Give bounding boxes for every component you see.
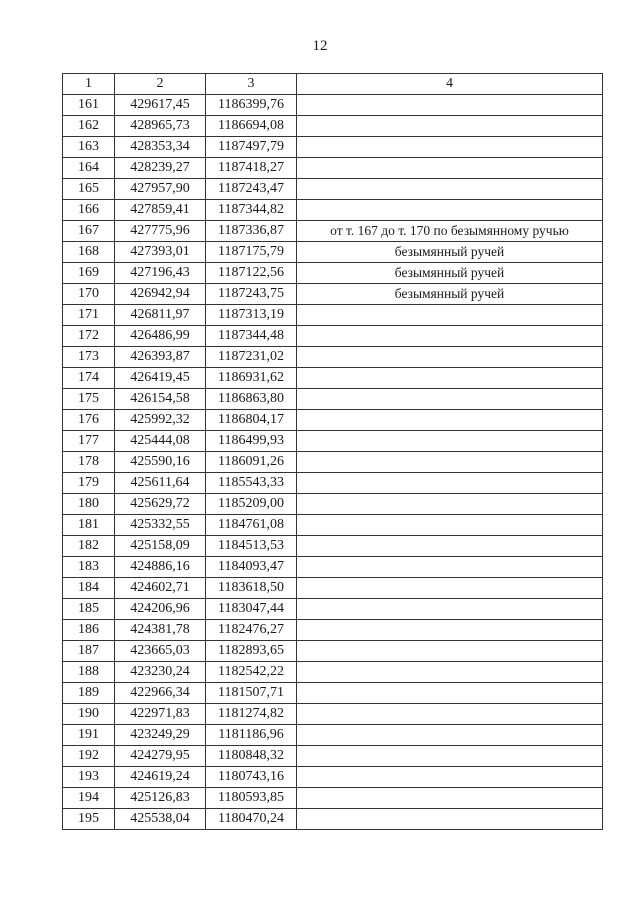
point-number-cell: 185 — [63, 599, 115, 620]
x-coordinate-cell: 424619,24 — [115, 767, 206, 788]
x-coordinate-cell: 425332,55 — [115, 515, 206, 536]
y-coordinate-cell: 1186399,76 — [206, 95, 297, 116]
y-coordinate-cell: 1186694,08 — [206, 116, 297, 137]
table-row — [63, 95, 603, 116]
y-coordinate-cell: 1183618,50 — [206, 578, 297, 599]
x-coordinate-cell: 425611,64 — [115, 473, 206, 494]
table-row — [63, 578, 603, 599]
note-cell — [297, 368, 603, 389]
point-number-cell: 164 — [63, 158, 115, 179]
table-row — [63, 326, 603, 347]
note-cell — [297, 137, 603, 158]
table-row — [63, 431, 603, 452]
table-row — [63, 242, 603, 263]
table-row — [63, 599, 603, 620]
point-number-cell: 191 — [63, 725, 115, 746]
y-coordinate-cell: 1181274,82 — [206, 704, 297, 725]
y-coordinate-cell: 1187175,79 — [206, 242, 297, 263]
note-cell — [297, 95, 603, 116]
x-coordinate-cell: 426486,99 — [115, 326, 206, 347]
x-coordinate-cell: 428353,34 — [115, 137, 206, 158]
y-coordinate-cell: 1186931,62 — [206, 368, 297, 389]
y-coordinate-cell: 1186499,93 — [206, 431, 297, 452]
y-coordinate-cell: 1184513,53 — [206, 536, 297, 557]
x-coordinate-cell: 423665,03 — [115, 641, 206, 662]
note-cell — [297, 725, 603, 746]
y-coordinate-cell: 1187418,27 — [206, 158, 297, 179]
x-coordinate-cell: 425590,16 — [115, 452, 206, 473]
x-coordinate-cell: 426942,94 — [115, 284, 206, 305]
y-coordinate-cell: 1187231,02 — [206, 347, 297, 368]
point-number-cell: 179 — [63, 473, 115, 494]
note-cell — [297, 305, 603, 326]
note-cell: безымянный ручей — [297, 284, 603, 305]
x-coordinate-cell: 426393,87 — [115, 347, 206, 368]
point-number-cell: 165 — [63, 179, 115, 200]
point-number-cell: 172 — [63, 326, 115, 347]
table-row — [63, 368, 603, 389]
table-row — [63, 284, 603, 305]
x-coordinate-cell: 424602,71 — [115, 578, 206, 599]
x-coordinate-cell: 422966,34 — [115, 683, 206, 704]
y-coordinate-cell: 1182476,27 — [206, 620, 297, 641]
y-coordinate-cell: 1187122,56 — [206, 263, 297, 284]
y-coordinate-cell: 1186863,80 — [206, 389, 297, 410]
point-number-cell: 188 — [63, 662, 115, 683]
point-number-cell: 190 — [63, 704, 115, 725]
x-coordinate-cell: 429617,45 — [115, 95, 206, 116]
point-number-cell: 166 — [63, 200, 115, 221]
note-cell — [297, 536, 603, 557]
y-coordinate-cell: 1184761,08 — [206, 515, 297, 536]
note-cell — [297, 557, 603, 578]
y-coordinate-cell: 1187243,47 — [206, 179, 297, 200]
point-number-cell: 169 — [63, 263, 115, 284]
x-coordinate-cell: 423230,24 — [115, 662, 206, 683]
point-number-cell: 162 — [63, 116, 115, 137]
y-coordinate-cell: 1180470,24 — [206, 809, 297, 830]
column-header-2: 2 — [115, 74, 206, 95]
point-number-cell: 187 — [63, 641, 115, 662]
note-cell — [297, 704, 603, 725]
column-header-3: 3 — [206, 74, 297, 95]
point-number-cell: 178 — [63, 452, 115, 473]
x-coordinate-cell: 425992,32 — [115, 410, 206, 431]
point-number-cell: 192 — [63, 746, 115, 767]
note-cell — [297, 641, 603, 662]
table-row — [63, 620, 603, 641]
x-coordinate-cell: 426811,97 — [115, 305, 206, 326]
y-coordinate-cell: 1187344,82 — [206, 200, 297, 221]
coordinates-table — [62, 73, 603, 830]
column-header-4: 4 — [297, 74, 603, 95]
note-cell — [297, 662, 603, 683]
note-cell: безымянный ручей — [297, 263, 603, 284]
note-cell — [297, 494, 603, 515]
y-coordinate-cell: 1186091,26 — [206, 452, 297, 473]
note-cell — [297, 116, 603, 137]
table-row — [63, 767, 603, 788]
point-number-cell: 175 — [63, 389, 115, 410]
table-row — [63, 158, 603, 179]
table-row — [63, 494, 603, 515]
point-number-cell: 195 — [63, 809, 115, 830]
note-cell — [297, 683, 603, 704]
x-coordinate-cell: 427859,41 — [115, 200, 206, 221]
x-coordinate-cell: 428965,73 — [115, 116, 206, 137]
y-coordinate-cell: 1181507,71 — [206, 683, 297, 704]
point-number-cell: 183 — [63, 557, 115, 578]
x-coordinate-cell: 427196,43 — [115, 263, 206, 284]
table-row — [63, 473, 603, 494]
y-coordinate-cell: 1186804,17 — [206, 410, 297, 431]
note-cell — [297, 347, 603, 368]
x-coordinate-cell: 424381,78 — [115, 620, 206, 641]
y-coordinate-cell: 1183047,44 — [206, 599, 297, 620]
y-coordinate-cell: 1182893,65 — [206, 641, 297, 662]
table-row — [63, 788, 603, 809]
table-row — [63, 704, 603, 725]
note-cell — [297, 179, 603, 200]
x-coordinate-cell: 424206,96 — [115, 599, 206, 620]
x-coordinate-cell: 427957,90 — [115, 179, 206, 200]
point-number-cell: 181 — [63, 515, 115, 536]
point-number-cell: 167 — [63, 221, 115, 242]
y-coordinate-cell: 1182542,22 — [206, 662, 297, 683]
x-coordinate-cell: 425126,83 — [115, 788, 206, 809]
note-cell — [297, 410, 603, 431]
x-coordinate-cell: 425444,08 — [115, 431, 206, 452]
note-cell — [297, 746, 603, 767]
x-coordinate-cell: 427775,96 — [115, 221, 206, 242]
table-row — [63, 221, 603, 242]
note-cell — [297, 452, 603, 473]
table-row — [63, 641, 603, 662]
y-coordinate-cell: 1180593,85 — [206, 788, 297, 809]
note-cell — [297, 389, 603, 410]
point-number-cell: 182 — [63, 536, 115, 557]
point-number-cell: 193 — [63, 767, 115, 788]
point-number-cell: 184 — [63, 578, 115, 599]
note-cell — [297, 767, 603, 788]
table-row — [63, 116, 603, 137]
note-cell — [297, 620, 603, 641]
table-row — [63, 179, 603, 200]
table-row — [63, 410, 603, 431]
x-coordinate-cell: 424886,16 — [115, 557, 206, 578]
note-cell: безымянный ручей — [297, 242, 603, 263]
note-cell — [297, 515, 603, 536]
y-coordinate-cell: 1185209,00 — [206, 494, 297, 515]
page-number: 12 — [312, 38, 328, 54]
point-number-cell: 186 — [63, 620, 115, 641]
point-number-cell: 174 — [63, 368, 115, 389]
y-coordinate-cell: 1187336,87 — [206, 221, 297, 242]
table-row — [63, 452, 603, 473]
table-row — [63, 662, 603, 683]
point-number-cell: 171 — [63, 305, 115, 326]
x-coordinate-cell: 424279,95 — [115, 746, 206, 767]
x-coordinate-cell: 426419,45 — [115, 368, 206, 389]
note-cell — [297, 599, 603, 620]
table-row — [63, 263, 603, 284]
point-number-cell: 173 — [63, 347, 115, 368]
table-row — [63, 746, 603, 767]
table-row — [63, 347, 603, 368]
note-cell: от т. 167 до т. 170 по безымянному ручью — [297, 221, 603, 242]
note-cell — [297, 788, 603, 809]
table-row — [63, 725, 603, 746]
point-number-cell: 163 — [63, 137, 115, 158]
x-coordinate-cell: 426154,58 — [115, 389, 206, 410]
y-coordinate-cell: 1180743,16 — [206, 767, 297, 788]
y-coordinate-cell: 1180848,32 — [206, 746, 297, 767]
table-row — [63, 809, 603, 830]
y-coordinate-cell: 1185543,33 — [206, 473, 297, 494]
table-row — [63, 515, 603, 536]
point-number-cell: 180 — [63, 494, 115, 515]
table-header-row — [63, 74, 603, 95]
note-cell — [297, 809, 603, 830]
point-number-cell: 176 — [63, 410, 115, 431]
y-coordinate-cell: 1187344,48 — [206, 326, 297, 347]
table-row — [63, 305, 603, 326]
point-number-cell: 168 — [63, 242, 115, 263]
x-coordinate-cell: 425629,72 — [115, 494, 206, 515]
note-cell — [297, 473, 603, 494]
y-coordinate-cell: 1181186,96 — [206, 725, 297, 746]
note-cell — [297, 200, 603, 221]
y-coordinate-cell: 1187243,75 — [206, 284, 297, 305]
point-number-cell: 194 — [63, 788, 115, 809]
table-row — [63, 137, 603, 158]
table-row — [63, 389, 603, 410]
table-row — [63, 557, 603, 578]
point-number-cell: 189 — [63, 683, 115, 704]
y-coordinate-cell: 1187497,79 — [206, 137, 297, 158]
note-cell — [297, 578, 603, 599]
y-coordinate-cell: 1184093,47 — [206, 557, 297, 578]
table-row — [63, 683, 603, 704]
table-row — [63, 536, 603, 557]
x-coordinate-cell: 422971,83 — [115, 704, 206, 725]
table-body — [63, 95, 603, 830]
y-coordinate-cell: 1187313,19 — [206, 305, 297, 326]
x-coordinate-cell: 427393,01 — [115, 242, 206, 263]
x-coordinate-cell: 425538,04 — [115, 809, 206, 830]
x-coordinate-cell: 423249,29 — [115, 725, 206, 746]
point-number-cell: 161 — [63, 95, 115, 116]
note-cell — [297, 158, 603, 179]
table-row — [63, 200, 603, 221]
note-cell — [297, 431, 603, 452]
x-coordinate-cell: 428239,27 — [115, 158, 206, 179]
x-coordinate-cell: 425158,09 — [115, 536, 206, 557]
note-cell — [297, 326, 603, 347]
point-number-cell: 170 — [63, 284, 115, 305]
point-number-cell: 177 — [63, 431, 115, 452]
column-header-1: 1 — [63, 74, 115, 95]
